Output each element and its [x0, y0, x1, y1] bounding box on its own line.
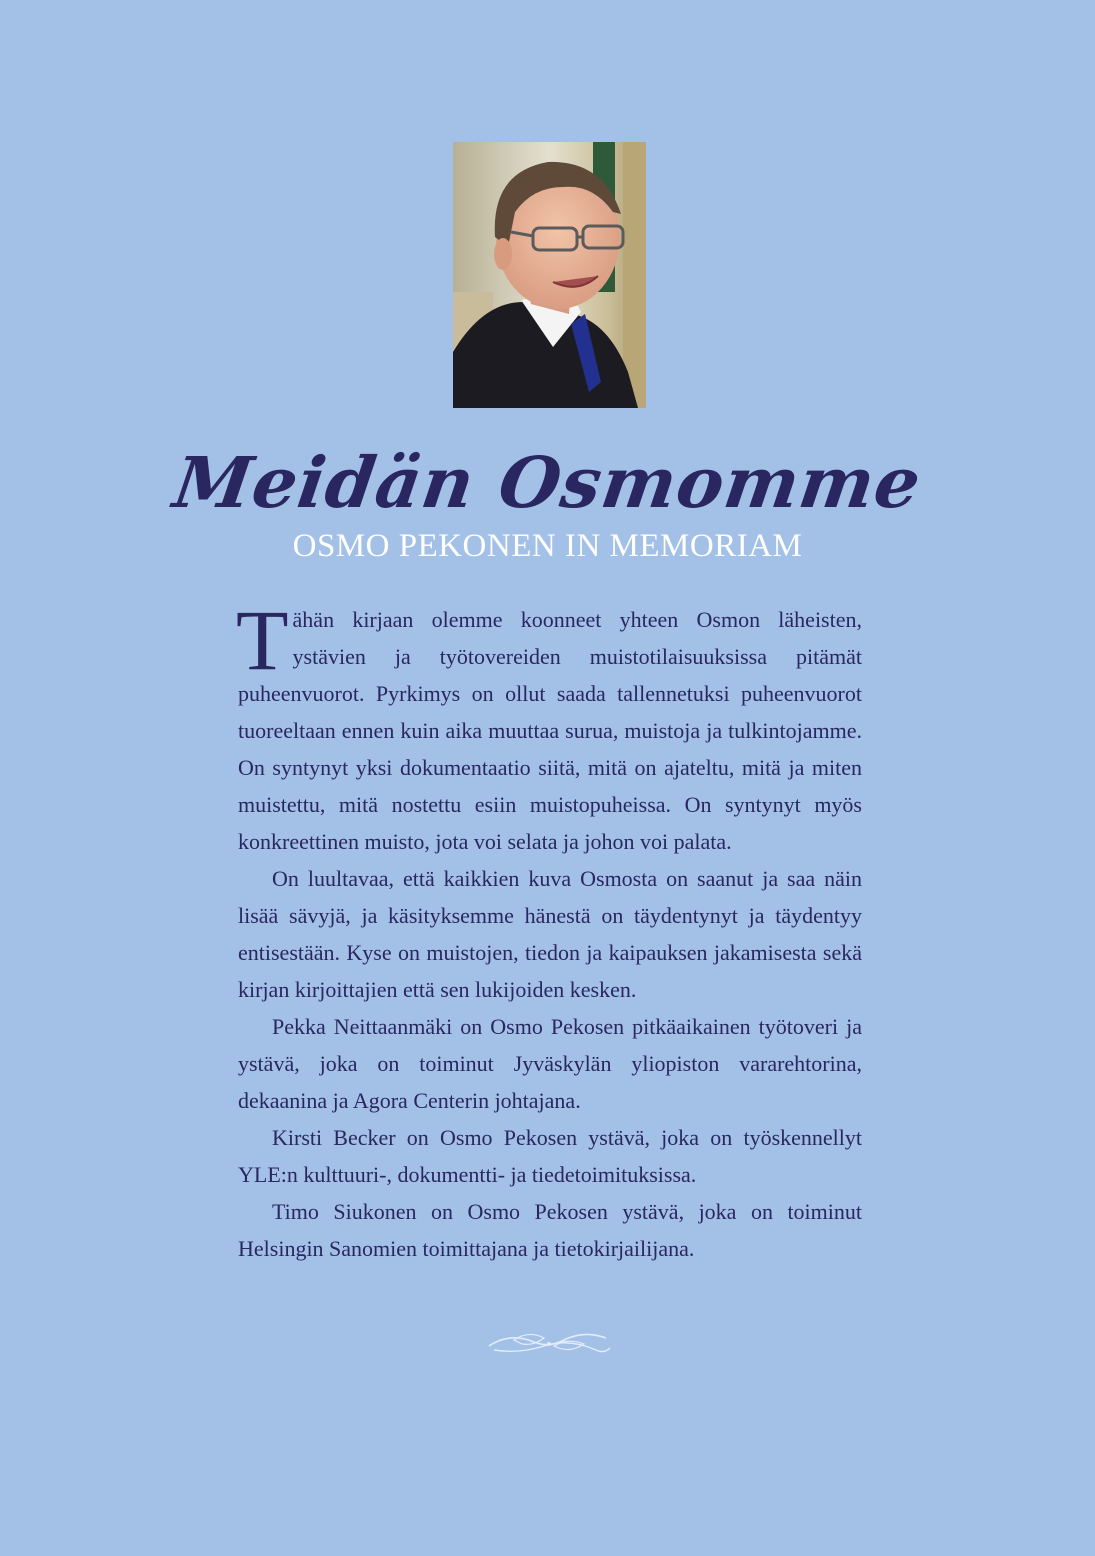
book-title: Meidän Osmomme: [168, 441, 927, 524]
paragraph-intro: [236, 592, 862, 860]
paragraph-editor-1: Pekka Neittaanmäki on Osmo Pekosen pitkäaikainen työtoveri ja ystävä, joka on toiminut Jyväskylän yliopiston vararehtorina, dekaanina ja Agora Centerin johtajana.: [238, 1014, 862, 1113]
paragraph-2: On luultavaa, että kaikkien kuva Osmosta on saanut ja saa näin lisää sävyjä, ja käsityksemme hänestä on täydentynyt ja täydentyy entisestään. Kyse on muistojen, tiedon ja kaipauksen jakamisesta sekä kirjan kirjoittajien että sen lukijoiden kesken.: [238, 866, 862, 1002]
paragraph-intro-text: ähän kirjaan olemme koonneet yhteen Osmon läheisten, ystävien ja työtovereiden muistotilaisuuksissa pitämät puheenvuorot. Pyrkimys on ollut saada tallennetuksi puheenvuorot tuoreeltaan ennen kuin aika muuttaa surua, muistoja ja tulkintojamme. On syntynyt yksi dokumentaatio siitä, mitä on ajateltu, mitä ja miten muistettu, mitä nostettu esiin muistopuheissa. On syntynyt myös konkreettinen muisto, jota voi selata ja johon voi palata.: [238, 607, 862, 854]
back-cover-text: [236, 592, 862, 1267]
paragraph-editor-2: Kirsti Becker on Osmo Pekosen ystävä, joka on työskennellyt YLE:n kulttuuri-, dokumentti- ja tiedetoimituksissa.: [238, 1125, 862, 1187]
paragraph-editor-3: Timo Siukonen on Osmo Pekosen ystävä, joka on toiminut Helsingin Sanomien toimittajana ja tietokirjailijana.: [238, 1199, 862, 1261]
portrait-photo-icon: [453, 142, 646, 408]
drop-cap: T: [236, 592, 289, 688]
book-subtitle: OSMO PEKONEN IN MEMORIAM: [292, 528, 803, 564]
author-portrait: [453, 142, 646, 408]
flourish-ornament-icon: [484, 1324, 614, 1364]
